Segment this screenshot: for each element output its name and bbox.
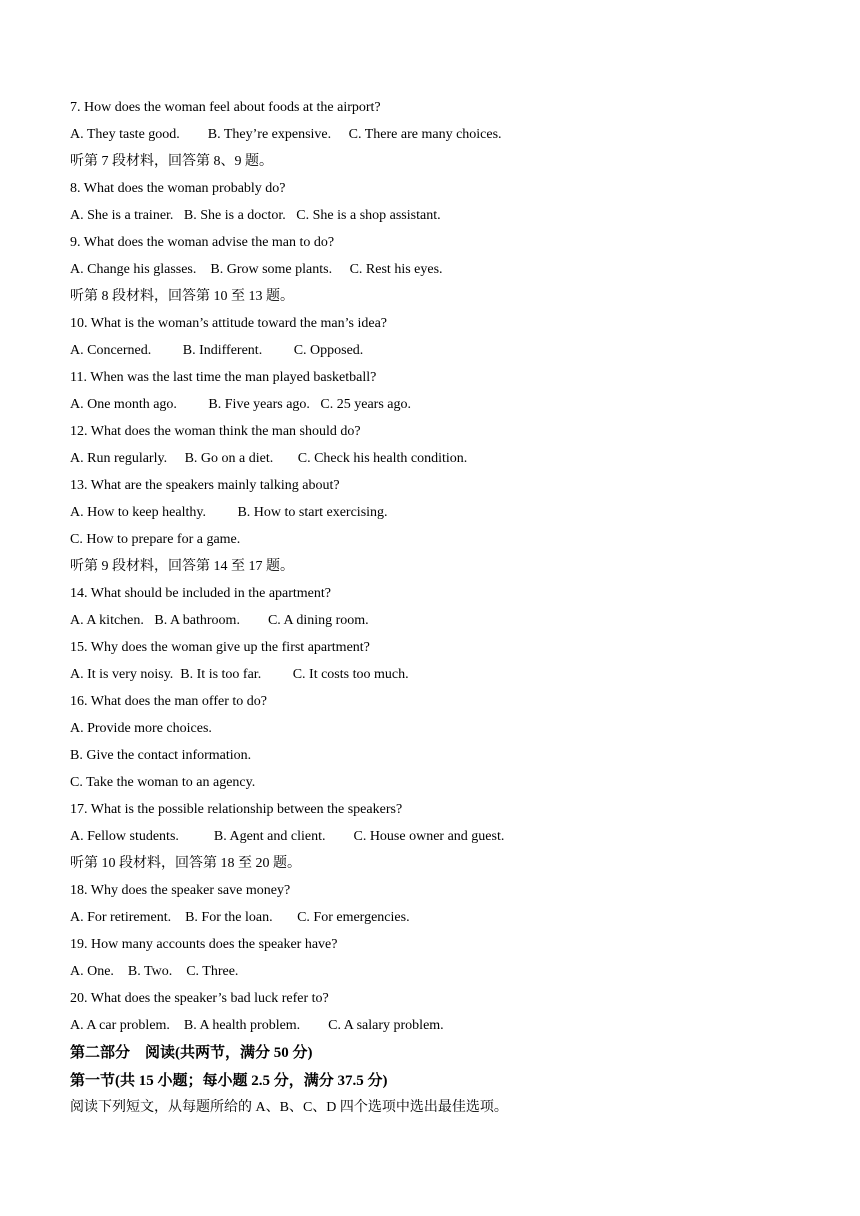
question-7: 7. How does the woman feel about foods at the airport?: [70, 100, 381, 115]
options-17: A. Fellow students. B. Agent and client. C. House owner and guest.: [70, 829, 505, 844]
part2-section1-title: 第一节(共 15 小题；每小题 2.5 分，满分 37.5 分): [70, 1073, 388, 1089]
question-16: 16. What does the man offer to do?: [70, 694, 267, 709]
section-instruction-9: 听第 9 段材料，回答第 14 至 17 题。: [70, 559, 294, 574]
options-11: A. One month ago. B. Five years ago. C. 25 years ago.: [70, 397, 411, 412]
question-19: 19. How many accounts does the speaker have?: [70, 937, 338, 952]
question-8: 8. What does the woman probably do?: [70, 181, 286, 196]
question-13: 13. What are the speakers mainly talking about?: [70, 478, 340, 493]
options-20: A. A car problem. B. A health problem. C. A salary problem.: [70, 1018, 444, 1033]
question-9: 9. What does the woman advise the man to do?: [70, 235, 335, 250]
question-15: 15. Why does the woman give up the first apartment?: [70, 640, 370, 655]
options-13-ab: A. How to keep healthy. B. How to start exercising.: [70, 505, 388, 520]
part2-title: 第二部分 阅读(共两节，满分 50 分): [70, 1045, 313, 1061]
question-12: 12. What does the woman think the man should do?: [70, 424, 361, 439]
options-14: A. A kitchen. B. A bathroom. C. A dining room.: [70, 613, 369, 628]
options-16-b: B. Give the contact information.: [70, 748, 252, 763]
question-14: 14. What should be included in the apartment?: [70, 586, 332, 601]
section-instruction-10: 听第 10 段材料，回答第 18 至 20 题。: [70, 856, 301, 871]
options-9: A. Change his glasses. B. Grow some plants. C. Rest his eyes.: [70, 262, 443, 277]
options-13-c: C. How to prepare for a game.: [70, 532, 241, 547]
options-18: A. For retirement. B. For the loan. C. For emergencies.: [70, 910, 410, 925]
section-instruction-7: 听第 7 段材料，回答第 8、9 题。: [70, 154, 273, 169]
section-instruction-8: 听第 8 段材料，回答第 10 至 13 题。: [70, 289, 294, 304]
options-12: A. Run regularly. B. Go on a diet. C. Check his health condition.: [70, 451, 468, 466]
options-19: A. One. B. Two. C. Three.: [70, 964, 239, 979]
options-16-a: A. Provide more choices.: [70, 721, 212, 736]
question-11: 11. When was the last time the man played basketball?: [70, 370, 377, 385]
options-8: A. She is a trainer. B. She is a doctor. C. She is a shop assistant.: [70, 208, 441, 223]
question-17: 17. What is the possible relationship between the speakers?: [70, 802, 403, 817]
options-10: A. Concerned. B. Indifferent. C. Opposed.: [70, 343, 364, 358]
options-15: A. It is very noisy. B. It is too far. C. It costs too much.: [70, 667, 409, 682]
question-20: 20. What does the speaker’s bad luck refer to?: [70, 991, 329, 1006]
question-10: 10. What is the woman’s attitude toward the man’s idea?: [70, 316, 387, 331]
options-16-c: C. Take the woman to an agency.: [70, 775, 256, 790]
question-18: 18. Why does the speaker save money?: [70, 883, 291, 898]
options-7: A. They taste good. B. They’re expensive. C. There are many choices.: [70, 127, 502, 142]
reading-instructions: 阅读下列短文，从每题所给的 A、B、C、D 四个选项中选出最佳选项。: [70, 1100, 508, 1115]
